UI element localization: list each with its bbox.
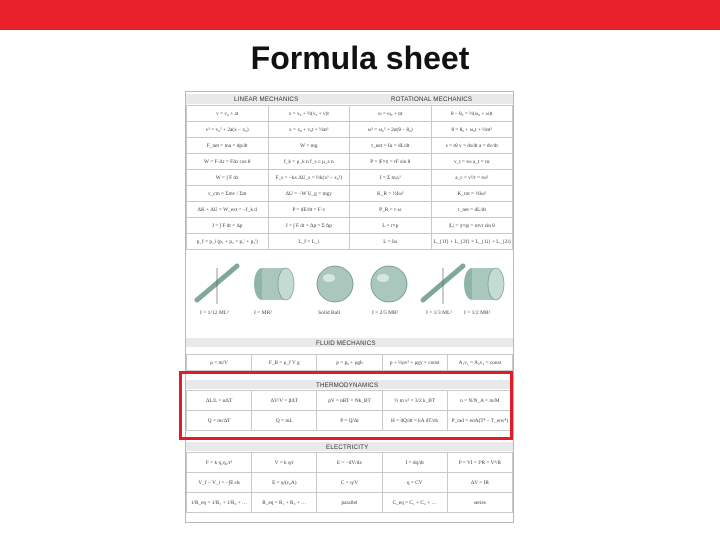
inertia-label: I = 1/12 ML²	[200, 310, 229, 316]
rod-center-figure	[192, 258, 242, 313]
formula-cell: Q = mcΔT	[187, 411, 252, 431]
formula-cell: P = |F×r| = rF sin θ	[350, 154, 432, 170]
formula-cell: 1/R_eq = 1/R₁ + 1/R₂ + …	[187, 493, 252, 513]
sphere-figure	[364, 258, 414, 313]
inertia-label: I = 2/5 MR²	[372, 310, 399, 316]
mechanics-row	[187, 186, 513, 202]
formula-cell: W = mg	[268, 138, 350, 154]
electricity-row	[187, 493, 513, 513]
formula-cell: ½ m v² = 3/2 k_BT	[382, 391, 447, 411]
formula-cell: v_t = rω a_t = rα	[431, 154, 513, 170]
formula-cell: W = ∫ F dx	[187, 170, 269, 186]
formula-cell: a_c = v²/r = rω²	[431, 170, 513, 186]
mechanics-row	[187, 218, 513, 234]
mechanics-row	[187, 202, 513, 218]
formula-cell: ω² = ω₀² + 2α(θ − θ₀)	[350, 122, 432, 138]
formula-cell: V_f − V_i = −∫E·ds	[187, 473, 252, 493]
formula-cell: n = N/N_A = m/M	[447, 391, 512, 411]
formula-cell: L_{1f} + L_{2f} = L_{1i} + L_{2i}	[431, 234, 513, 250]
formula-cell: C_eq = C₁ + C₂ + …	[382, 493, 447, 513]
formula-cell: ρ = m/V	[187, 355, 252, 371]
formula-cell: p = p₀ + ρgh	[317, 355, 382, 371]
mechanics-row	[187, 138, 513, 154]
formula-cell: p + ½ρv² + ρgy = const	[382, 355, 447, 371]
moments-of-inertia-figures	[186, 252, 513, 332]
section-electricity: ELECTRICITY	[326, 444, 369, 451]
thermodynamics-highlight-box	[179, 371, 513, 440]
formula-cell: F = k q₁q₂/r²	[187, 453, 252, 473]
sphere-figure	[310, 258, 360, 313]
formula-cell: R_eq = R₁ + R₂ + …	[252, 493, 317, 513]
section-linear-mechanics: LINEAR MECHANICS	[234, 96, 299, 103]
formula-cell: V = k q/r	[252, 453, 317, 473]
formula-cell: F_B = ρ_f V g	[252, 355, 317, 371]
section-header-fluid	[186, 338, 513, 347]
section-header-electricity	[186, 442, 513, 451]
inertia-label: Solid Ball	[318, 310, 341, 316]
formula-cell: τ_net = Iα = dL/dt	[350, 138, 432, 154]
section-thermodynamics: THERMODYNAMICS	[316, 382, 379, 389]
formula-cell: L = r×p	[350, 218, 432, 234]
formula-cell: series	[447, 493, 512, 513]
top-accent-bar	[0, 0, 720, 30]
formula-cell: v_cm = Σmv / Σm	[187, 186, 269, 202]
formula-cell: L = Iω	[350, 234, 432, 250]
formula-cell: parallel	[317, 493, 382, 513]
electricity-row	[187, 473, 513, 493]
inertia-label: I = 1/2 MR²	[464, 310, 491, 316]
formula-cell: J = ∫ F dt = Δp = Σ Δp	[268, 218, 350, 234]
formula-cell: |L| = |r×p| = mvr sin θ	[431, 218, 513, 234]
electricity-table	[186, 452, 513, 513]
formula-cell: ω = ω₀ + αt	[350, 106, 432, 122]
formula-cell: J = ∫ F dt = Δp	[187, 218, 269, 234]
section-header-mechanics	[186, 94, 513, 104]
formula-cell: P = Q/Δt	[317, 411, 382, 431]
inertia-label: I = MR²	[254, 310, 272, 316]
formula-cell: p_f = p_i (p₁ + p₂ = p₁' + p₂')	[187, 234, 269, 250]
formula-cell: q = CV	[382, 473, 447, 493]
disk-figure	[456, 258, 510, 313]
formula-cell: I = dq/dt	[382, 453, 447, 473]
formula-cell: x = x₀ + ½(v₀ + v)t	[268, 106, 350, 122]
formula-cell: H = dQ/dt = kA dT/dx	[382, 411, 447, 431]
formula-cell: I = Σ mᵢrᵢ²	[350, 170, 432, 186]
section-rotational-mechanics: ROTATIONAL MECHANICS	[391, 96, 473, 103]
formula-cell: E = q/(ε₀A)	[252, 473, 317, 493]
inertia-label: I = 1/3 ML²	[426, 310, 452, 316]
formula-sheet-image	[185, 91, 514, 523]
formula-cell: v = v₀ + at	[187, 106, 269, 122]
mechanics-table	[186, 105, 513, 250]
formula-cell: v² = v₀² + 2a(x − x₀)	[187, 122, 269, 138]
hoop-figure	[246, 258, 300, 313]
formula-cell: P_R = τ·ω	[350, 202, 432, 218]
formula-cell: L_f = L_i	[268, 234, 350, 250]
formula-cell: s = rθ v = ds/dt a = dv/dt	[431, 138, 513, 154]
mechanics-row	[187, 122, 513, 138]
formula-cell: x = x₀ + v₀t + ½at²	[268, 122, 350, 138]
formula-cell: K_R = ½Iω²	[350, 186, 432, 202]
formula-cell: F_net = ma = dp/dt	[187, 138, 269, 154]
formula-cell: F_s = −kx ΔU_s = ½k(x² − x₀²)	[268, 170, 350, 186]
mechanics-row	[187, 170, 513, 186]
formula-cell: θ = θ₀ + ω₀t + ½αt²	[431, 122, 513, 138]
formula-cell: ΔU = −W U_g = mgy	[268, 186, 350, 202]
formula-cell: τ_net = dL/dt	[431, 202, 513, 218]
fluid-table	[186, 354, 513, 371]
formula-cell: W = F·Δr = FΔr cos θ	[187, 154, 269, 170]
formula-cell: P = VI = I²R = V²/R	[447, 453, 512, 473]
formula-cell: P_rad = eσA(T⁴ − T_env⁴)	[447, 411, 512, 431]
formula-cell: ΔK + ΔU = W_ext = −f_k d	[187, 202, 269, 218]
formula-cell: f_k = μ_k n f_s ≤ μ_s n	[268, 154, 350, 170]
formula-cell: pV = nRT = Nk_BT	[317, 391, 382, 411]
fluid-row	[187, 355, 513, 371]
formula-cell: A₁v₁ = A₂v₂ = const	[447, 355, 512, 371]
formula-cell: ΔL/L = αΔT	[187, 391, 252, 411]
formula-cell: C = q/V	[317, 473, 382, 493]
formula-cell: ΔV/V = βΔT	[252, 391, 317, 411]
formula-cell: ΔV = IR	[447, 473, 512, 493]
formula-cell: K_rot = ½Iω²	[431, 186, 513, 202]
formula-cell: Q = mL	[252, 411, 317, 431]
mechanics-row	[187, 106, 513, 122]
section-fluid-mechanics: FLUID MECHANICS	[316, 340, 376, 347]
formula-cell: θ − θ₀ = ½(ω₀ + ω)t	[431, 106, 513, 122]
mechanics-row	[187, 234, 513, 250]
slide-title: Formula sheet	[250, 40, 470, 76]
formula-cell: E = −dV/dx	[317, 453, 382, 473]
formula-cell: P = dE/dt = F·v	[268, 202, 350, 218]
electricity-row	[187, 453, 513, 473]
mechanics-row	[187, 154, 513, 170]
